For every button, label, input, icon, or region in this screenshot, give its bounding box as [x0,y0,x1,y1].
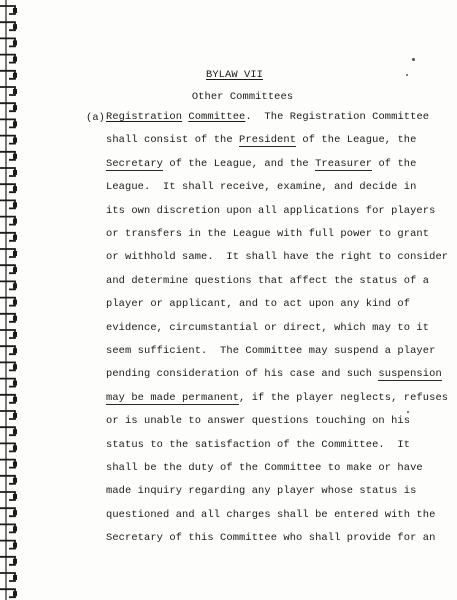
text-run: or is unable to answer questions touching on his [106,415,411,428]
binding-hole [13,121,17,126]
binding-hole [13,526,17,531]
binding-hole [13,300,17,305]
text-run: its own discretion upon all applications for players [106,204,436,217]
binding-hole [13,170,17,175]
underlined-term: Secretary [106,157,164,170]
binding-ring [0,38,15,46]
text-line [106,299,410,309]
text-line [106,463,423,473]
text-line [106,252,448,262]
text-line [106,440,410,450]
text-run: status to the satisfaction of the Committee. It [106,438,411,451]
binding-hole [13,397,17,402]
binding-ring [0,55,15,63]
text-line [106,416,410,426]
binding-ring [0,87,15,95]
text-line [106,229,429,239]
text-run: questioned and all charges shall be entered with the [106,508,436,521]
binding-ring [0,524,15,532]
binding-ring [0,492,15,500]
underlined-term: Registration [106,111,183,123]
binding-ring [0,573,15,581]
binding-hole [13,591,17,596]
binding-ring [0,233,15,241]
binding-hole [13,348,17,353]
binding-ring [0,557,15,565]
binding-hole [13,251,17,256]
binding-ring [0,6,15,14]
text-run: , if the player neglects, refuses [239,391,449,404]
binding-hole [13,219,17,224]
text-run: made inquiry regarding any player whose status is [106,485,417,498]
binding-hole [13,462,17,467]
text-line [106,533,435,543]
binding-hole [13,445,17,450]
underlined-term: may be made permanent [106,391,240,404]
binding-hole [13,543,17,548]
pen-mark [406,74,408,76]
binding-ring [0,379,15,387]
section-marker: (a) [86,112,106,124]
binding-hole [13,105,17,110]
binding-hole [13,186,17,191]
text-run: of the League, the [296,134,417,147]
text-line [106,486,416,496]
binding-hole [13,364,17,369]
bylaw-title: BYLAW VII [205,69,264,81]
text-line [106,510,435,520]
binding-ring [0,476,15,484]
binding-ring [0,152,15,160]
text-run: of the League, and the [163,157,316,170]
binding-ring [0,395,15,403]
binding-hole [13,429,17,434]
pen-mark [412,58,415,61]
text-line [106,346,435,356]
text-run: seem sufficient. The Committee may suspend a player [106,345,436,357]
text-run: shall be the duty of the Committee to make or have [106,462,423,474]
binding-ring [0,589,15,597]
text-run: and determine questions that affect the status of a [106,274,430,287]
binding-ring [0,427,15,435]
binding-hole [13,413,17,418]
binding-ring [0,314,15,322]
text-line [106,135,416,145]
binding-hole [13,575,17,580]
text-line [106,369,442,379]
binding-hole [13,40,17,45]
text-run: . The Registration Committee [245,111,430,123]
text-run: shall consist of the [106,134,240,147]
binding-ring [0,22,15,30]
binding-ring [0,460,15,468]
underlined-term: President [239,134,297,147]
binding-hole [13,235,17,240]
text-line [106,393,448,403]
binding-hole [13,332,17,337]
binding-ring [0,411,15,419]
text-run: player or applicant, and to act upon any kind of [106,298,411,311]
text-run: or withhold same. It shall have the right to consider [106,251,449,264]
binding-hole [13,154,17,159]
binding-ring [0,249,15,257]
binding-hole [13,510,17,515]
text-line [106,276,429,286]
binding-ring [0,200,15,208]
text-run: or transfers in the League with full power to grant [106,228,430,240]
binding-ring [0,330,15,338]
binding-hole [13,24,17,29]
binding-hole [13,57,17,62]
binding-hole [13,316,17,321]
binding-hole [13,8,17,13]
binding-ring [0,119,15,127]
text-run: Secretary of this Committee who shall provide for an [106,532,436,545]
binding-ring [0,443,15,451]
binding-hole [13,283,17,288]
text-line [106,182,416,192]
binding-hole [13,202,17,207]
binding-ring [0,541,15,549]
text-run: pending consideration of his case and such [106,368,379,381]
binding-ring [0,184,15,192]
binding-ring [0,508,15,516]
pen-mark [407,411,409,413]
binding-ring [0,217,15,225]
binding-ring [0,362,15,370]
text-line [106,206,435,216]
text-line [106,323,429,333]
underlined-term: Treasurer [315,157,373,170]
binding-ring [0,281,15,289]
binding-hole [13,494,17,499]
binding-hole [13,381,17,386]
binding-ring [0,168,15,176]
underlined-term: Committee [188,111,246,123]
binding-hole [13,267,17,272]
binding-ring [0,346,15,354]
binding-hole [13,559,17,564]
binding-ring [0,103,15,111]
binding-ring [0,265,15,273]
text-line [106,159,416,169]
spiral-binding [0,0,26,600]
underlined-term: suspension [378,368,442,381]
binding-hole [13,138,17,143]
text-run: League. It shall receive, examine, and decide in [106,181,417,194]
binding-hole [13,478,17,483]
text-run: of the [372,157,417,170]
binding-ring [0,298,15,306]
section-subtitle: Other Committees [191,91,294,103]
text-run: evidence, circumstantial or direct, which may to it [106,321,430,334]
binding-ring [0,136,15,144]
text-line [106,112,429,122]
